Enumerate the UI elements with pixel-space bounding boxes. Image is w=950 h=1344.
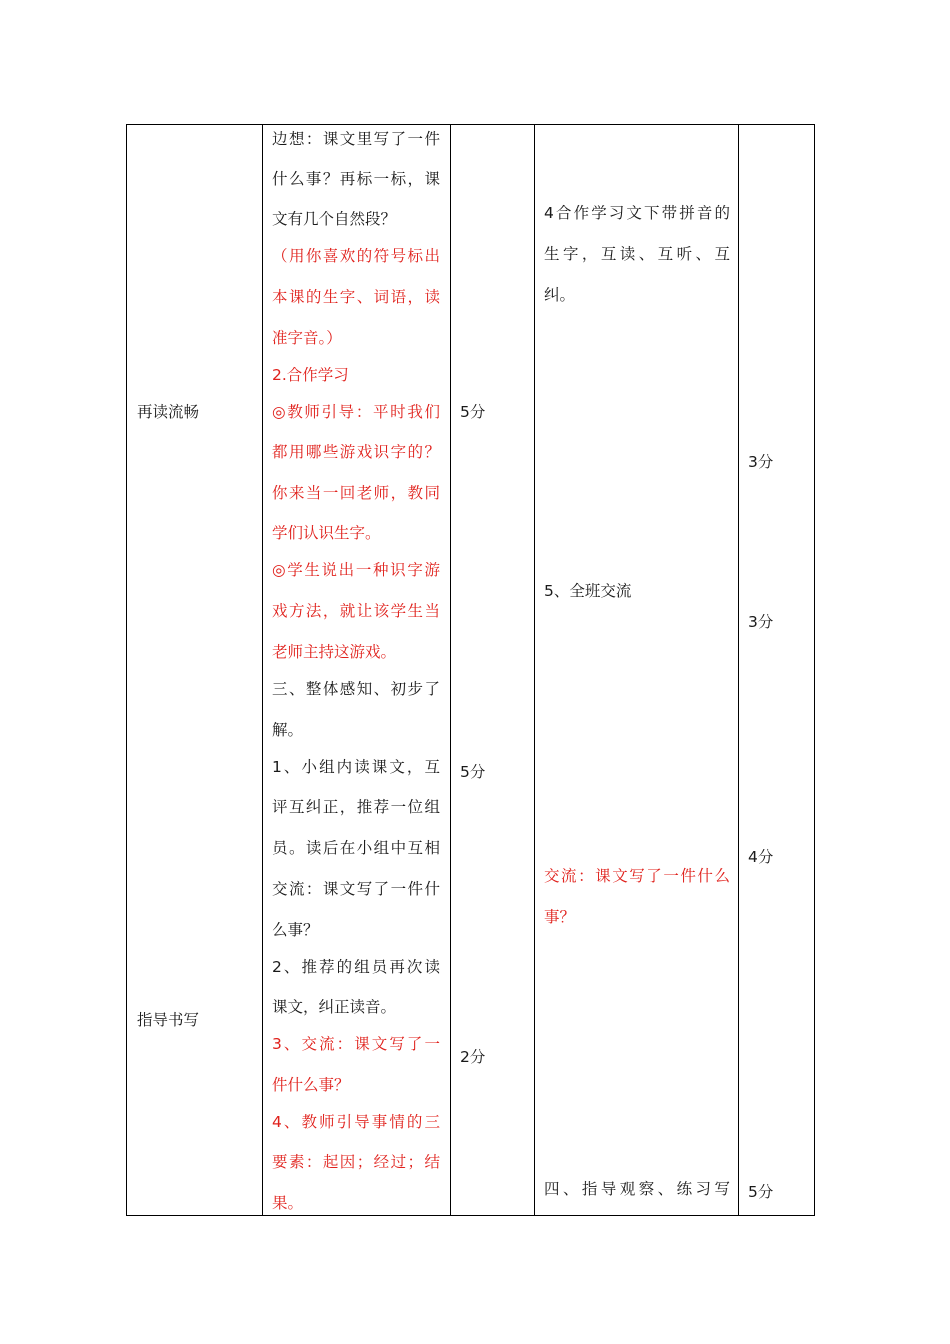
stage-name-writing: 指导书写	[137, 1011, 200, 1029]
time-label: 2分	[460, 1048, 486, 1066]
content-line: 么事？	[272, 921, 319, 939]
content-line: 文有几个自然段？	[272, 210, 397, 228]
time-label: 4分	[748, 848, 774, 866]
activity-line: 交流：课文写了一件什么	[544, 867, 730, 885]
stage-name-reread: 再读流畅	[137, 403, 200, 421]
content-line: 三、整体感知、初步了	[272, 680, 440, 698]
content-line: 都用哪些游戏识字的？	[272, 443, 440, 461]
content-line: 要素：起因；经过；结	[272, 1153, 440, 1171]
time-label: 5分	[460, 403, 486, 421]
content-line: 边想：课文里写了一件	[272, 130, 440, 148]
lesson-plan-table	[126, 124, 815, 1216]
content-line: 4、教师引导事情的三	[272, 1113, 440, 1131]
column-divider	[738, 125, 739, 1215]
activity-line: 事？	[544, 908, 576, 926]
content-line: 本课的生字、词语，读	[272, 288, 440, 306]
column-divider	[450, 125, 451, 1215]
content-line: 员。读后在小组中互相	[272, 839, 440, 857]
column-divider	[534, 125, 535, 1215]
time-label: 3分	[748, 453, 774, 471]
activity-line: 生字，互读、互听、互	[544, 245, 730, 263]
content-line: 学们认识生字。	[272, 524, 381, 542]
content-line: 果。	[272, 1194, 304, 1212]
content-line: 交流：课文写了一件什	[272, 880, 440, 898]
content-line: 件什么事？	[272, 1076, 350, 1094]
content-line: 2、推荐的组员再次读	[272, 958, 440, 976]
content-line: 戏方法，就让该学生当	[272, 602, 440, 620]
time-label: 3分	[748, 613, 774, 631]
activity-line: 纠。	[544, 286, 576, 304]
content-line: 评互纠正，推荐一位组	[272, 798, 440, 816]
content-line: 准字音。）	[272, 329, 342, 347]
time-label: 5分	[748, 1183, 774, 1201]
activity-line: 5、全班交流	[544, 582, 632, 600]
column-divider	[262, 125, 263, 1215]
content-line: 解。	[272, 721, 304, 739]
activity-line: 四、指导观察、练习写	[544, 1180, 730, 1198]
time-label: 5分	[460, 763, 486, 781]
content-line: ◎教师引导：平时我们	[272, 403, 440, 421]
content-line: 你来当一回老师，教同	[272, 484, 440, 502]
activity-line: 4合作学习文下带拼音的	[544, 204, 730, 222]
content-line: （用你喜欢的符号标出	[272, 247, 440, 265]
content-line: 什么事？再标一标，课	[272, 170, 440, 188]
content-line: 课文，纠正读音。	[272, 998, 397, 1016]
content-line: 1、小组内读课文，互	[272, 758, 440, 776]
content-line: 2.合作学习	[272, 366, 349, 384]
content-line: 老师主持这游戏。	[272, 643, 397, 661]
content-line: ◎学生说出一种识字游	[272, 561, 440, 579]
content-line: 3、交流：课文写了一	[272, 1035, 440, 1053]
